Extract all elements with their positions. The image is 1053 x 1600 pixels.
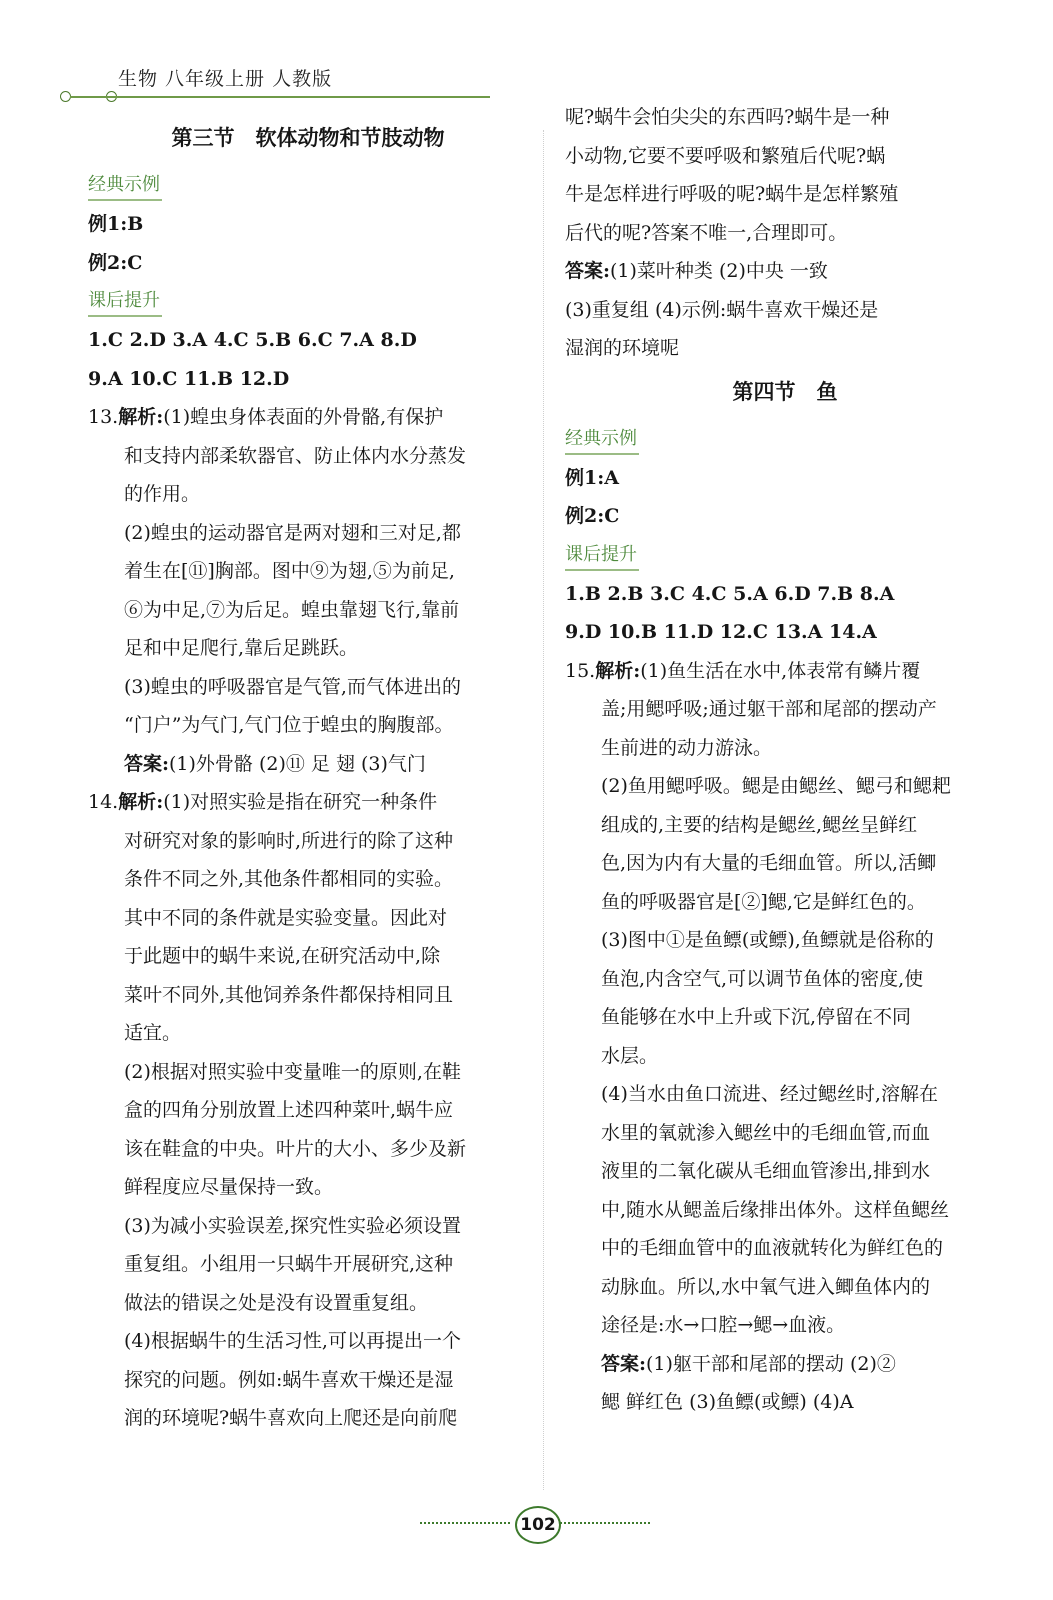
header-title: 生物 八年级上册 人教版 xyxy=(118,68,333,90)
answer-line: 鳃 鲜红色 (3)鱼鳔(或鳔) (4)A xyxy=(601,1391,854,1413)
answer-line: (3)图中①是鱼鳔(或鳔),鱼鳔就是俗称的 xyxy=(601,929,934,951)
running-header xyxy=(60,62,490,112)
answer-line: 牛是怎样进行呼吸的呢?蜗牛是怎样繁殖 xyxy=(565,183,899,205)
answer-line: “门户”为气门,气门位于蝗虫的胸腹部。 xyxy=(124,714,454,736)
subheading-after-class: 课后提升 xyxy=(88,288,162,317)
header-rule xyxy=(70,96,490,98)
answer-line: 适宜。 xyxy=(124,1022,182,1044)
answer-line: (2)根据对照实验中变量唯一的原则,在鞋 xyxy=(124,1060,461,1083)
answer-line: 后代的呢?答案不唯一,合理即可。 xyxy=(565,221,848,244)
answer-line: 中,随水从鳃盖后缘排出体外。这样鱼鳃丝 xyxy=(601,1198,950,1221)
answer-line: 鱼的呼吸器官是[②]鳃,它是鲜红色的。 xyxy=(601,890,926,913)
example-answer: 例1:B xyxy=(88,213,144,235)
answer-line: ⑥为中足,⑦为后足。蝗虫靠翅飞行,靠前 xyxy=(124,598,460,621)
answer-line: 盖;用鳃呼吸;通过躯干部和尾部的摆动产 xyxy=(601,698,937,720)
answer-line: (4)当水由鱼口流进、经过鳃丝时,溶解在 xyxy=(601,1083,938,1105)
page-footer xyxy=(420,1504,650,1544)
answer-line: 组成的,主要的结构是鳃丝,鳃丝呈鲜红 xyxy=(601,813,918,836)
answer-line: 鱼泡,内含空气,可以调节鱼体的密度,使 xyxy=(601,967,924,990)
answer-line: 和支持内部柔软器官、防止体内水分蒸发 xyxy=(124,444,467,467)
choice-answers: 9.D 10.B 11.D 12.C 13.A 14.A xyxy=(565,621,877,643)
question-number: 13. xyxy=(88,406,119,428)
answer-line: 对研究对象的影响时,所进行的除了这种 xyxy=(124,829,454,852)
answer-line: 条件不同之外,其他条件都相同的实验。 xyxy=(124,868,454,890)
answer-line: 途径是:水→口腔→鳃→血液。 xyxy=(601,1314,846,1336)
answer-line: (3)蝗虫的呼吸器官是气管,而气体进出的 xyxy=(124,675,461,698)
subheading-after-class: 课后提升 xyxy=(565,542,639,571)
analysis-label: 解析: xyxy=(118,406,164,428)
answer-line: 小动物,它要不要呼吸和繁殖后代呢?蜗 xyxy=(565,144,886,167)
answer-line: (3)重复组 (4)示例:蜗牛喜欢干燥还是 xyxy=(565,298,879,321)
answer-line: 鱼能够在水中上升或下沉,停留在不同 xyxy=(601,1006,912,1028)
answer-line: 14.解析:(1)对照实验是指在研究一种条件 xyxy=(88,791,438,813)
answer-line: 色,因为内有大量的毛细血管。所以,活鲫 xyxy=(601,852,937,874)
answer-label: 答案: xyxy=(601,1352,647,1375)
section-title-molluscs-arthropods: 第三节 软体动物和节肢动物 xyxy=(171,125,445,150)
answer-line: 液里的二氧化碳从毛细血管渗出,排到水 xyxy=(601,1160,931,1182)
answer-line: 水里的氧就渗入鳃丝中的毛细血管,而血 xyxy=(601,1121,931,1144)
answer-line: 的作用。 xyxy=(124,483,201,505)
section-title-fish: 第四节 鱼 xyxy=(732,378,838,404)
choice-answers: 9.A 10.C 11.B 12.D xyxy=(88,367,290,390)
example-answer: 例2:C xyxy=(565,505,620,527)
answer-line: (2)鱼用鳃呼吸。鳃是由鳃丝、鳃弓和鳃耙 xyxy=(601,775,951,797)
footer-dotted-rule xyxy=(420,1522,510,1524)
question-number: 14. xyxy=(88,791,119,813)
subheading-classic-examples: 经典示例 xyxy=(88,172,162,201)
answer-line: 生前进的动力游泳。 xyxy=(601,736,773,759)
answer-line: 水层。 xyxy=(601,1044,659,1067)
analysis-label: 解析: xyxy=(595,659,641,682)
answer-line: 足和中足爬行,靠后足跳跃。 xyxy=(124,637,359,659)
answer-line: 13.解析:(1)蝗虫身体表面的外骨骼,有保护 xyxy=(88,406,444,428)
example-answer: 例1:A xyxy=(565,466,619,489)
choice-answers: 1.C 2.D 3.A 4.C 5.B 6.C 7.A 8.D xyxy=(88,329,417,351)
answer-line: (2)蝗虫的运动器官是两对翅和三对足,都 xyxy=(124,521,461,544)
answer-label: 答案: xyxy=(565,260,611,282)
answer-line: (4)根据蜗牛的生活习性,可以再提出一个 xyxy=(124,1330,461,1352)
answer-line: 答案:(1)躯干部和尾部的摆动 (2)② xyxy=(601,1352,896,1375)
page-number: 102 xyxy=(515,1506,561,1544)
right-column xyxy=(565,98,1005,1422)
analysis-label: 解析: xyxy=(118,791,164,813)
column-divider xyxy=(543,130,544,1490)
choice-answers: 1.B 2.B 3.C 4.C 5.A 6.D 7.B 8.A xyxy=(565,582,895,605)
answer-line: 鲜程度应尽量保持一致。 xyxy=(124,1176,334,1198)
answer-line: 其中不同的条件就是实验变量。因此对 xyxy=(124,906,448,929)
answer-line: 润的环境呢?蜗牛喜欢向上爬还是向前爬 xyxy=(124,1407,458,1429)
left-column xyxy=(88,120,528,1438)
answer-label: 答案: xyxy=(124,752,170,775)
answer-line: 重复组。小组用一只蜗牛开展研究,这种 xyxy=(124,1253,454,1275)
answer-line: 菜叶不同外,其他饲养条件都保持相同且 xyxy=(124,983,454,1006)
answer-line: 动脉血。所以,水中氧气进入鲫鱼体内的 xyxy=(601,1275,931,1298)
answer-line: 盒的四角分别放置上述四种菜叶,蜗牛应 xyxy=(124,1099,454,1121)
answer-line: 该在鞋盒的中央。叶片的大小、多少及新 xyxy=(124,1137,467,1160)
answer-line: 湿润的环境呢 xyxy=(565,337,680,359)
answer-line: 中的毛细血管中的血液就转化为鲜红色的 xyxy=(601,1237,944,1259)
subheading-classic-examples: 经典示例 xyxy=(565,426,639,455)
example-answer: 例2:C xyxy=(88,251,143,274)
answer-line: 着生在[⑪]胸部。图中⑨为翅,⑤为前足, xyxy=(124,560,455,582)
answer-line: 探究的问题。例如:蜗牛喜欢干燥还是湿 xyxy=(124,1368,454,1391)
answer-line: 答案:(1)外骨骼 (2)⑪ 足 翅 (3)气门 xyxy=(124,752,426,775)
footer-dotted-rule xyxy=(560,1522,650,1524)
answer-line: 做法的错误之处是没有设置重复组。 xyxy=(124,1291,429,1314)
answer-line: 15.解析:(1)鱼生活在水中,体表常有鳞片覆 xyxy=(565,659,921,682)
answer-line: 呢?蜗牛会怕尖尖的东西吗?蜗牛是一种 xyxy=(565,106,890,128)
question-number: 15. xyxy=(565,659,596,682)
answer-line: (3)为减小实验误差,探究性实验必须设置 xyxy=(124,1214,461,1237)
answer-line: 答案:(1)菜叶种类 (2)中央 一致 xyxy=(565,260,828,282)
answer-line: 于此题中的蜗牛来说,在研究活动中,除 xyxy=(124,945,441,967)
